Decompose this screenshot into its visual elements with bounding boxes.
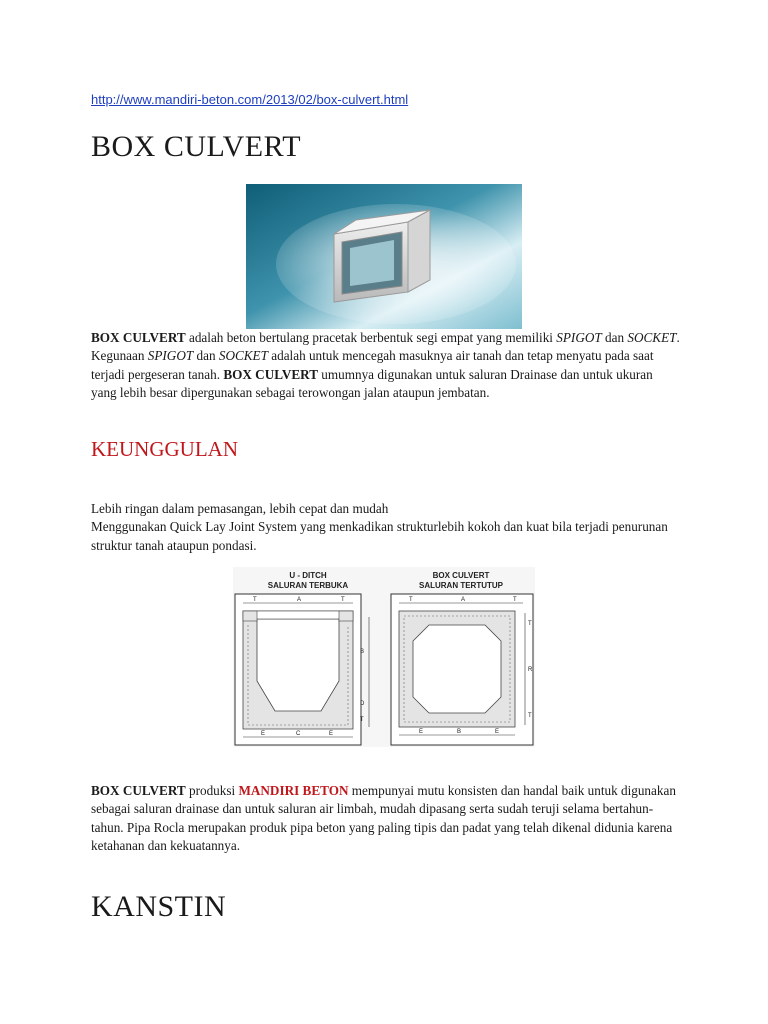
- right-dim-t1: T: [409, 597, 413, 603]
- intro-bold-2: BOX CULVERT: [223, 366, 318, 382]
- left-dim-e1: E: [261, 731, 266, 737]
- intro-text-1: adalah beton bertulang pracetak berbentuk segi empat yang memiliki: [185, 330, 557, 345]
- intro-italic-1: SPIGOT: [556, 330, 602, 345]
- intro-bold-1: BOX CULVERT: [91, 330, 186, 345]
- left-dim-b: B: [360, 649, 365, 655]
- right-dim-a: A: [461, 597, 466, 603]
- cross-section-diagram: [233, 567, 535, 747]
- left-dim-e2: E: [329, 731, 334, 737]
- right-dim-t4: T: [528, 713, 532, 719]
- left-dim-a: A: [297, 597, 302, 603]
- left-dim-c: C: [296, 731, 301, 737]
- intro-italic-3: SPIGOT: [147, 348, 194, 364]
- product-text-1: produksi: [185, 783, 239, 798]
- right-dim-b: B: [457, 729, 462, 735]
- advantages-list: [91, 500, 681, 555]
- advantage-item-2: Menggunakan Quick Lay Joint System yang menkadikan strukturlebih kokoh dan kuat bila terjadi penurunan struktur tanah ataupun pondasi.: [91, 519, 668, 553]
- intro-italic-2: SOCKET: [627, 330, 677, 345]
- box-culvert-photo: [246, 184, 522, 329]
- product-bold: BOX CULVERT: [91, 783, 186, 798]
- right-title-2: SALURAN TERTUTUP: [419, 581, 503, 590]
- left-dim-t3: T: [360, 717, 364, 723]
- intro-text-2: dan: [601, 330, 628, 345]
- advantages-heading: KEUNGGULAN: [91, 437, 238, 461]
- intro-text-3: . Kegunaan: [91, 330, 680, 364]
- intro-italic-4: SOCKET: [218, 348, 268, 364]
- intro-text-5: adalah untuk mencegah masuknya air tanah dan tetap menyatu pada saat terjadi pergeseran tanah.: [91, 348, 654, 382]
- product-text-2: mempunyai mutu konsisten dan handal baik untuk digunakan sebagai saluran drainase dan untuk saluran air limbah, mudah dipasang serta sudah teruji selama bertahun-tahun. Pipa Rocla merupakan produk pipa beton yang paling tipis dan padat yang telah dikenal didunia karena ketahanan dan kekuatannya.: [91, 783, 676, 853]
- left-dim-d: D: [360, 701, 365, 707]
- right-title-1: BOX CULVERT: [432, 571, 490, 580]
- kanstin-heading: KANSTIN: [91, 890, 227, 923]
- right-dim-e1: E: [419, 729, 424, 735]
- left-title-2: SALURAN TERBUKA: [267, 581, 349, 590]
- intro-text-4: dan: [193, 348, 219, 364]
- right-dim-t2: T: [513, 597, 517, 603]
- left-dim-t2: T: [341, 597, 345, 603]
- right-dim-r: R: [528, 667, 533, 673]
- intro-text-6: umumnya digunakan untuk saluran Drainase dan untuk ukuran yang lebih besar dipergunakan sebagai terowongan jalan ataupun jembatan.: [91, 366, 653, 400]
- advantage-item-1: Lebih ringan dalam pemasangan, lebih cepat dan mudah: [91, 501, 389, 516]
- source-link[interactable]: http://www.mandiri-beton.com/2013/02/box-culvert.html: [91, 92, 409, 107]
- right-dim-t3: T: [528, 621, 532, 627]
- intro-paragraph: [91, 329, 681, 402]
- product-paragraph: [91, 782, 681, 855]
- brand-name: MANDIRI BETON: [238, 783, 349, 798]
- left-title-1: U - DITCH: [289, 571, 327, 580]
- right-dim-e2: E: [495, 729, 500, 735]
- left-dim-t1: T: [253, 597, 257, 603]
- page-title: BOX CULVERT: [91, 130, 302, 163]
